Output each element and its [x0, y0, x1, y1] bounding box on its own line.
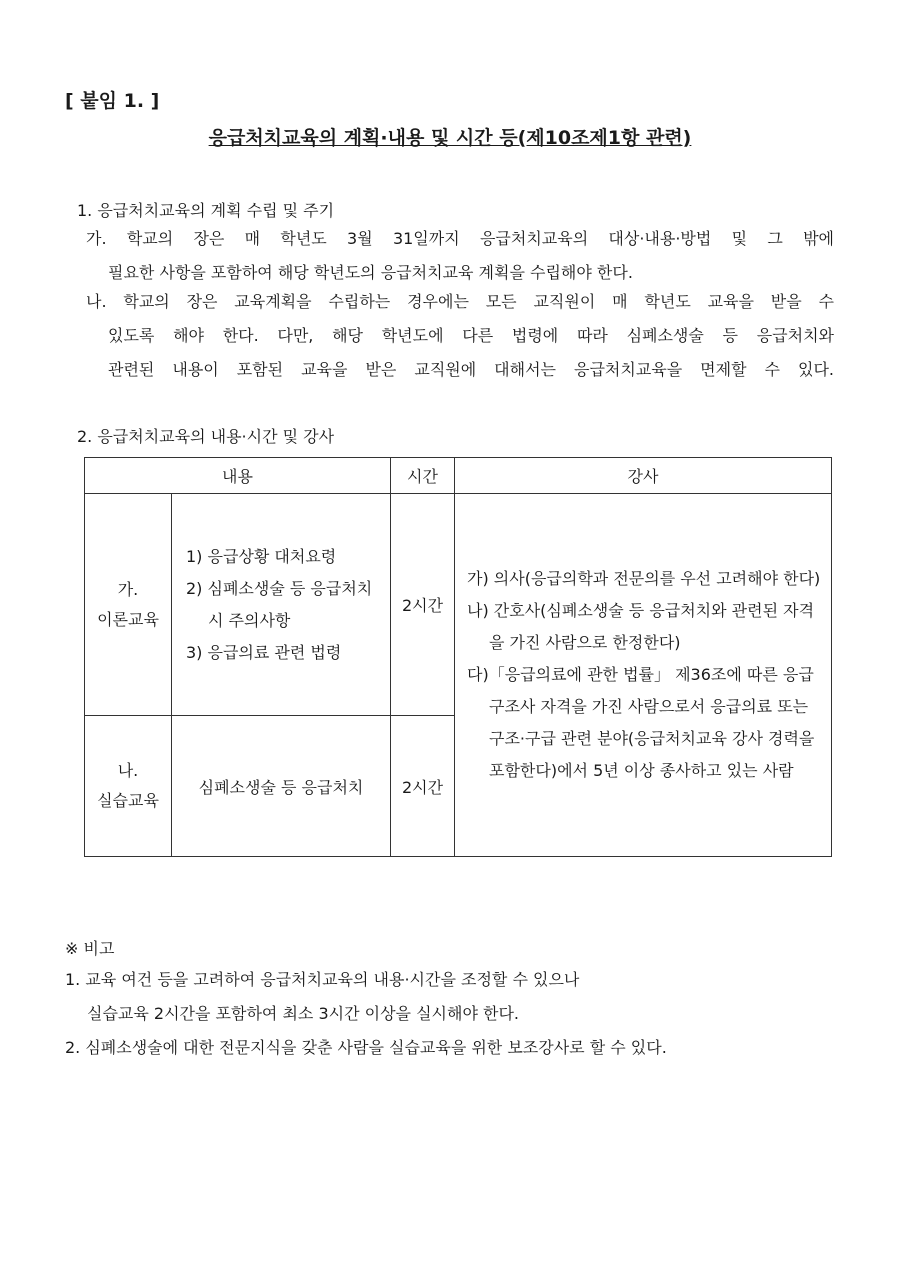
practice-time: 2시간: [391, 716, 455, 857]
theory-item-1: 1) 응급상황 대처요령: [186, 546, 337, 566]
remarks-item-1-line-2: 실습교육 2시간을 포함하여 최소 3시간 이상을 실시해야 한다.: [87, 1004, 519, 1023]
section1-item-b-line-3: [86, 353, 834, 387]
remarks-item-2: 2. 심폐소생술에 대한 전문지식을 갖춘 사람을 실습교육을 위한 보조강사로 할 수 있다.: [65, 1038, 667, 1057]
practice-content: 심폐소생술 등 응급처치: [172, 716, 391, 857]
practice-label-stack: [85, 756, 171, 816]
section1-item-a-line-1: 가. 학교의 장은 매 학년도 3월 31일까지 응급처치교육의 대상·내용·방법 및 그 밖에: [86, 229, 834, 248]
document-title: [0, 123, 900, 150]
theory-time: 2시간: [391, 494, 455, 716]
section1-heading: 1. 응급처치교육의 계획 수립 및 주기: [77, 201, 335, 220]
lecturer-item-2: 나) 간호사(심폐소생술 등 응급처치와 관련된 자격을 가진 사람으로 한정한다): [467, 601, 815, 652]
lecturer-item-3: 다)「응급의료에 관한 법률」 제36조에 따른 응급구조사 자격을 가진 사람으로서 응급의료 또는 구조·구급 관련 분야(응급처치교육 강사 경력을 포함한다)에서 5년 이상 종사하고 있는 사람: [467, 665, 815, 780]
practice-label-1: 나.: [117, 761, 139, 780]
section1-item-b-line-2: [86, 319, 834, 353]
theory-label-1: 가.: [117, 579, 139, 599]
lecturer-list: [455, 563, 831, 787]
practice-label: [85, 716, 172, 857]
header-lecturer: 강사: [455, 458, 832, 494]
header-content: 내용: [85, 458, 391, 494]
remarks-item-1-line-1: 1. 교육 여건 등을 고려하여 응급처치교육의 내용·시간을 조정할 수 있으나: [65, 970, 580, 989]
section1-item-a-line-2: 필요한 사항을 포함하여 해당 학년도의 응급처치교육 계획을 수립해야 한다.: [108, 263, 633, 282]
section1-item-a: [86, 222, 834, 290]
section1-item-b-line-2-text: 있도록 해야 한다. 다만, 해당 학년도에 다른 법령에 따라 심폐소생술 등 응급처치와: [108, 326, 834, 345]
section1-item-b-line-1: 나. 학교의 장은 교육계획을 수립하는 경우에는 모든 교직원이 매 학년도 교육을 받을 수: [86, 292, 834, 311]
remarks-item-1: [65, 963, 825, 1031]
lecturer-cell: [455, 494, 832, 857]
theory-item-3: 3) 응급의료 관련 법령: [186, 642, 342, 662]
theory-items: [172, 541, 390, 669]
table-row-theory: [85, 494, 832, 716]
section1-item-b-line-3-text: 관련된 내용이 포함된 교육을 받은 교직원에 대해서는 응급처치교육을 면제할 수 있다.: [108, 360, 834, 379]
theory-content: [172, 494, 391, 716]
section1-item-b: [86, 285, 834, 387]
table-header-row: [85, 458, 832, 494]
theory-label-2: 이론교육: [97, 609, 159, 629]
education-table: [84, 457, 832, 857]
practice-label-2: 실습교육: [97, 791, 159, 810]
lecturer-item-1: 가) 의사(응급의학과 전문의를 우선 고려해야 한다): [467, 569, 821, 588]
theory-label-stack: [85, 575, 171, 635]
theory-label: [85, 494, 172, 716]
theory-item-2: 2) 심폐소생술 등 응급처치 시 주의사항: [186, 578, 373, 630]
remarks-heading: ※ 비고: [65, 939, 115, 958]
section2-heading: 2. 응급처치교육의 내용·시간 및 강사: [77, 427, 335, 446]
document-title-text: 응급처치교육의 계획·내용 및 시간 등(제10조제1항 관련): [208, 127, 692, 149]
header-time: 시간: [391, 458, 455, 494]
attachment-label: [ 붙임 1. ]: [65, 90, 160, 112]
